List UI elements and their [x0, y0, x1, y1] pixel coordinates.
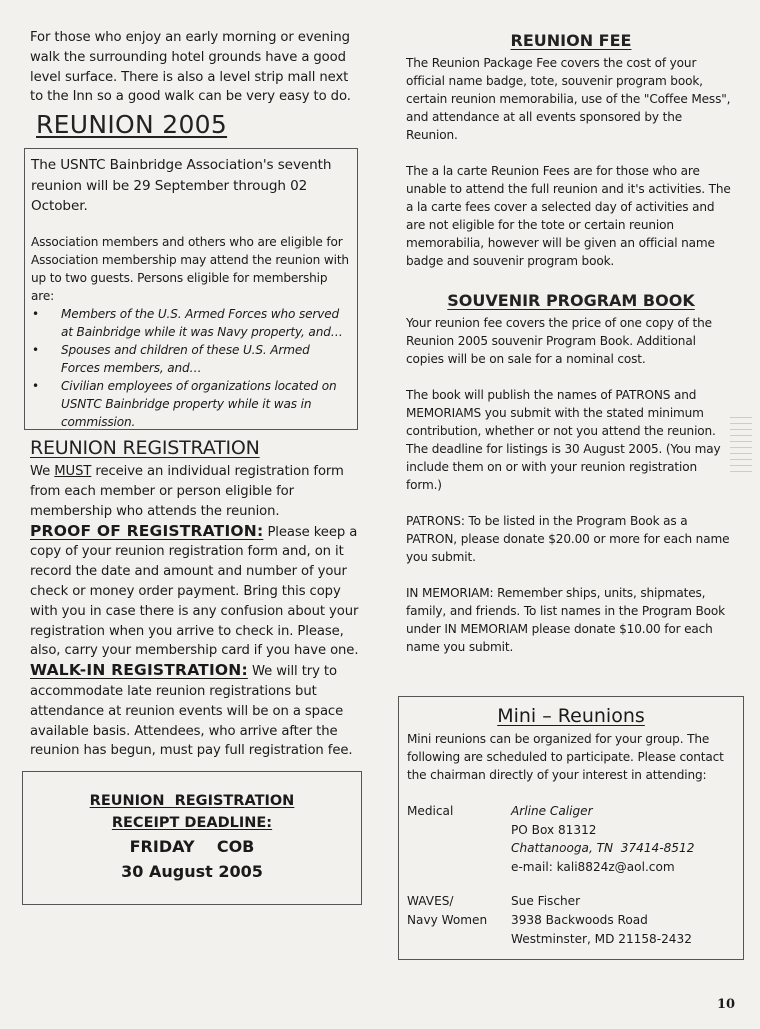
- left-column: [30, 28, 364, 905]
- intro-paragraph: The USNTC Bainbridge Association's seventh reunion will be 29 September through 02 October.: [31, 157, 332, 215]
- contact-name: Sue Fischer: [511, 894, 581, 909]
- group-name: WAVES/: [407, 894, 454, 909]
- souvenir-paragraph-2: The book will publish the names of PATRONS and MEMORIAMS you submit with the stated minimum contribution, whether or not you attend the reunion. The deadline for listings is 30 August 2005. (You may include them on or with your reunion registration form.): [406, 388, 721, 492]
- souvenir-paragraph-1: Your reunion fee covers the price of one copy of the Reunion 2005 souvenir Program Book. Additional copies will be on sale for a nominal cost.: [406, 316, 712, 366]
- eligibility-item: • Spouses and children of these U.S. Armed Forces members, and…: [31, 341, 351, 377]
- mini-reunions-intro: Mini reunions can be organized for your group. The following are scheduled to participate. Please contact the chairman directly of your interest in attending:: [407, 732, 724, 782]
- contact-info: [511, 892, 735, 948]
- registration-heading: REUNION REGISTRATION: [30, 437, 260, 460]
- eligibility-item: • Members of the U.S. Armed Forces who served at Bainbridge while it was Navy property, and…: [31, 305, 351, 341]
- deadline-date: 30 August 2005: [121, 862, 263, 882]
- contact-address-2: Westminster, MD 21158-2432: [511, 931, 692, 946]
- mini-reunions-box: [398, 696, 744, 960]
- walkin-paragraph: [30, 661, 364, 761]
- reunion-intro-box: [24, 148, 358, 430]
- reunion-fee-heading: REUNION FEE: [510, 31, 632, 50]
- walkin-heading: WALK-IN REGISTRATION:: [30, 661, 248, 680]
- fee-paragraph-2: The a la carte Reunion Fees are for those who are unable to attend the full reunion and it's activities. The a la carte fees cover a selected day of activities and are not eligible for the tote or certain reunion memorabilia, however will be given an official name badge and souvenir program book.: [406, 164, 731, 268]
- contact-group: [407, 802, 511, 876]
- mini-reunions-heading: Mini – Reunions: [497, 705, 645, 727]
- must-prefix: We: [30, 464, 55, 480]
- contact-address-1: 3938 Backwoods Road: [511, 912, 648, 927]
- patrons-paragraph: PATRONS: To be listed in the Program Book as a PATRON, please donate $20.00 or more for each name you submit.: [406, 514, 730, 564]
- page-number: 10: [717, 997, 736, 1012]
- deadline-day: FRIDAY COB: [129, 837, 255, 857]
- souvenir-heading: SOUVENIR PROGRAM BOOK: [447, 291, 695, 310]
- right-column: [406, 28, 736, 960]
- group-name: Medical: [407, 804, 454, 818]
- reunion-2005-heading: REUNION 2005: [36, 110, 228, 140]
- fee-paragraph-1: The Reunion Package Fee covers the cost of your official name badge, tote, souvenir program book, certain reunion memorabilia, use of the "Coffee Mess", and attendance at all events sponsored by the Reunion.: [406, 56, 731, 142]
- proof-heading: PROOF OF REGISTRATION:: [30, 521, 264, 540]
- memoriam-paragraph: IN MEMORIAM: Remember ships, units, shipmates, family, and friends. To list names in the Program Book under IN MEMORIAM please donate $10.00 for each name you submit.: [406, 586, 726, 654]
- deadline-line-2: RECEIPT DEADLINE:: [111, 815, 273, 832]
- eligibility-paragraph: Association members and others who are eligible for Association membership may attend the reunion with up to two guests. Persons eligible for membership are:: [31, 234, 349, 303]
- contact-name: Arline Caliger: [511, 804, 593, 818]
- deadline-box: [22, 771, 362, 905]
- walkin-text: We will try to accommodate late reunion registrations but attendance at reunion events will be on a space available basis. Attendees, who arrive after the reunion has begun, must pay full registration fee.: [30, 664, 353, 759]
- contact-email[interactable]: e-mail: kali8824z@aol.com: [511, 859, 675, 874]
- eligibility-list: [31, 305, 351, 431]
- proof-paragraph: [30, 522, 364, 662]
- contact-entry-waves: [407, 892, 735, 948]
- contact-group: [407, 892, 511, 948]
- contact-address-2: Chattanooga, TN 37414-8512: [511, 841, 695, 856]
- must-rest: receive an individual registration form from each member or person eligible for membership who attends the reunion.: [30, 464, 344, 519]
- group-name-2: Navy Women: [407, 912, 488, 927]
- contact-address-1: PO Box 81312: [511, 822, 597, 837]
- contact-entry-medical: [407, 802, 735, 876]
- scan-artifact: [730, 412, 752, 472]
- deadline-line-1: REUNION REGISTRATION: [89, 793, 295, 810]
- must-emphasis: MUST: [54, 464, 92, 480]
- contact-info: [511, 802, 735, 876]
- walk-paragraph: For those who enjoy an early morning or evening walk the surrounding hotel grounds have a good level surface. There is also a level strip mall next to the Inn so a good walk can be very easy to do.: [30, 30, 351, 105]
- eligibility-item: • Civilian employees of organizations located on USNTC Bainbridge property while it was in commission.: [31, 377, 351, 431]
- must-paragraph: [30, 462, 364, 521]
- proof-text: Please keep a copy of your reunion registration form and, on it record the date and amount and number of your check or money order payment. Bring this copy with you in case there is any confusion about your registration when you arrive to check in. Please, also, carry your membership card if you have one.: [30, 524, 359, 659]
